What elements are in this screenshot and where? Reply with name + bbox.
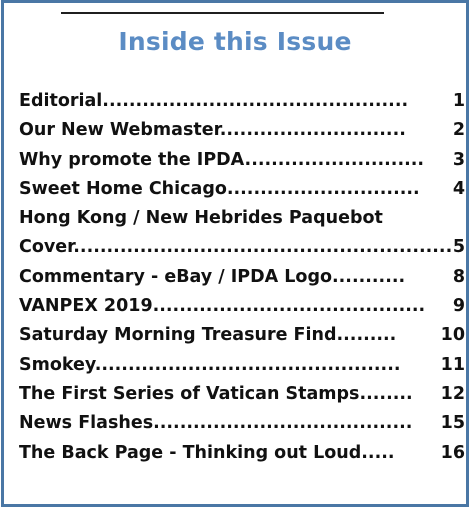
toc-entry-title: Sweet Home Chicago.............................: [19, 178, 420, 199]
toc-entry-our-new-webmaster[interactable]: [19, 116, 465, 145]
toc-entry-page: 3: [452, 149, 465, 170]
toc-entry-title: The First Series of Vatican Stamps........: [19, 383, 413, 404]
toc-entry-title: Commentary - eBay / IPDA Logo...........: [19, 266, 406, 287]
toc-entry-page: 8: [452, 266, 465, 287]
toc-entry-title: News Flashes.......................................: [19, 413, 413, 434]
toc-entry-news-flashes[interactable]: [19, 409, 465, 438]
toc-entry-title: Editorial..............................................: [19, 91, 409, 111]
toc-entry-hong-kong-line1[interactable]: [19, 204, 465, 233]
toc-entry-page: 5: [452, 237, 465, 258]
toc-entry-page: 9: [452, 296, 465, 317]
toc-entry-title: Our New Webmaster............................: [19, 120, 406, 141]
toc-panel: [1, 0, 469, 507]
toc-heading: Inside this Issue: [118, 27, 352, 56]
toc-entry-editorial[interactable]: [19, 87, 465, 116]
toc-entry-page: 16: [440, 442, 465, 463]
toc-entry-page: 15: [440, 413, 465, 434]
toc-entry-smokey[interactable]: [19, 351, 465, 380]
toc-entry-sweet-home-chicago[interactable]: [19, 175, 465, 204]
top-divider: [61, 12, 384, 14]
toc-entry-page: 12: [440, 383, 465, 404]
toc-entry-page: 11: [440, 354, 465, 375]
toc-entry-hong-kong-line2[interactable]: [19, 233, 465, 262]
toc-entry-page: 2: [452, 120, 465, 141]
toc-entry-vatican-stamps[interactable]: [19, 380, 465, 409]
toc-entry-why-promote-ipda[interactable]: [19, 146, 465, 175]
toc-entry-back-page[interactable]: [19, 439, 465, 468]
toc-entry-title: Hong Kong / New Hebrides Paquebot: [19, 208, 383, 229]
toc-entry-title: Saturday Morning Treasure Find.........: [19, 325, 397, 346]
toc-entry-title: Why promote the IPDA...........................: [19, 149, 425, 170]
toc-entry-page: 10: [440, 325, 465, 346]
toc-entry-page: 1: [452, 91, 465, 111]
toc-entry-saturday-morning[interactable]: [19, 321, 465, 350]
toc-list: [19, 87, 465, 468]
toc-entry-page: 4: [452, 178, 465, 199]
toc-entry-title: The Back Page - Thinking out Loud.....: [19, 442, 395, 463]
toc-entry-title: VANPEX 2019.........................................: [19, 296, 426, 317]
toc-entry-title: Smokey..............................................: [19, 354, 401, 375]
toc-entry-commentary-ebay[interactable]: [19, 263, 465, 292]
toc-entry-vanpex-2019[interactable]: [19, 292, 465, 321]
toc-entry-title: Cover.........................................................: [19, 237, 453, 258]
